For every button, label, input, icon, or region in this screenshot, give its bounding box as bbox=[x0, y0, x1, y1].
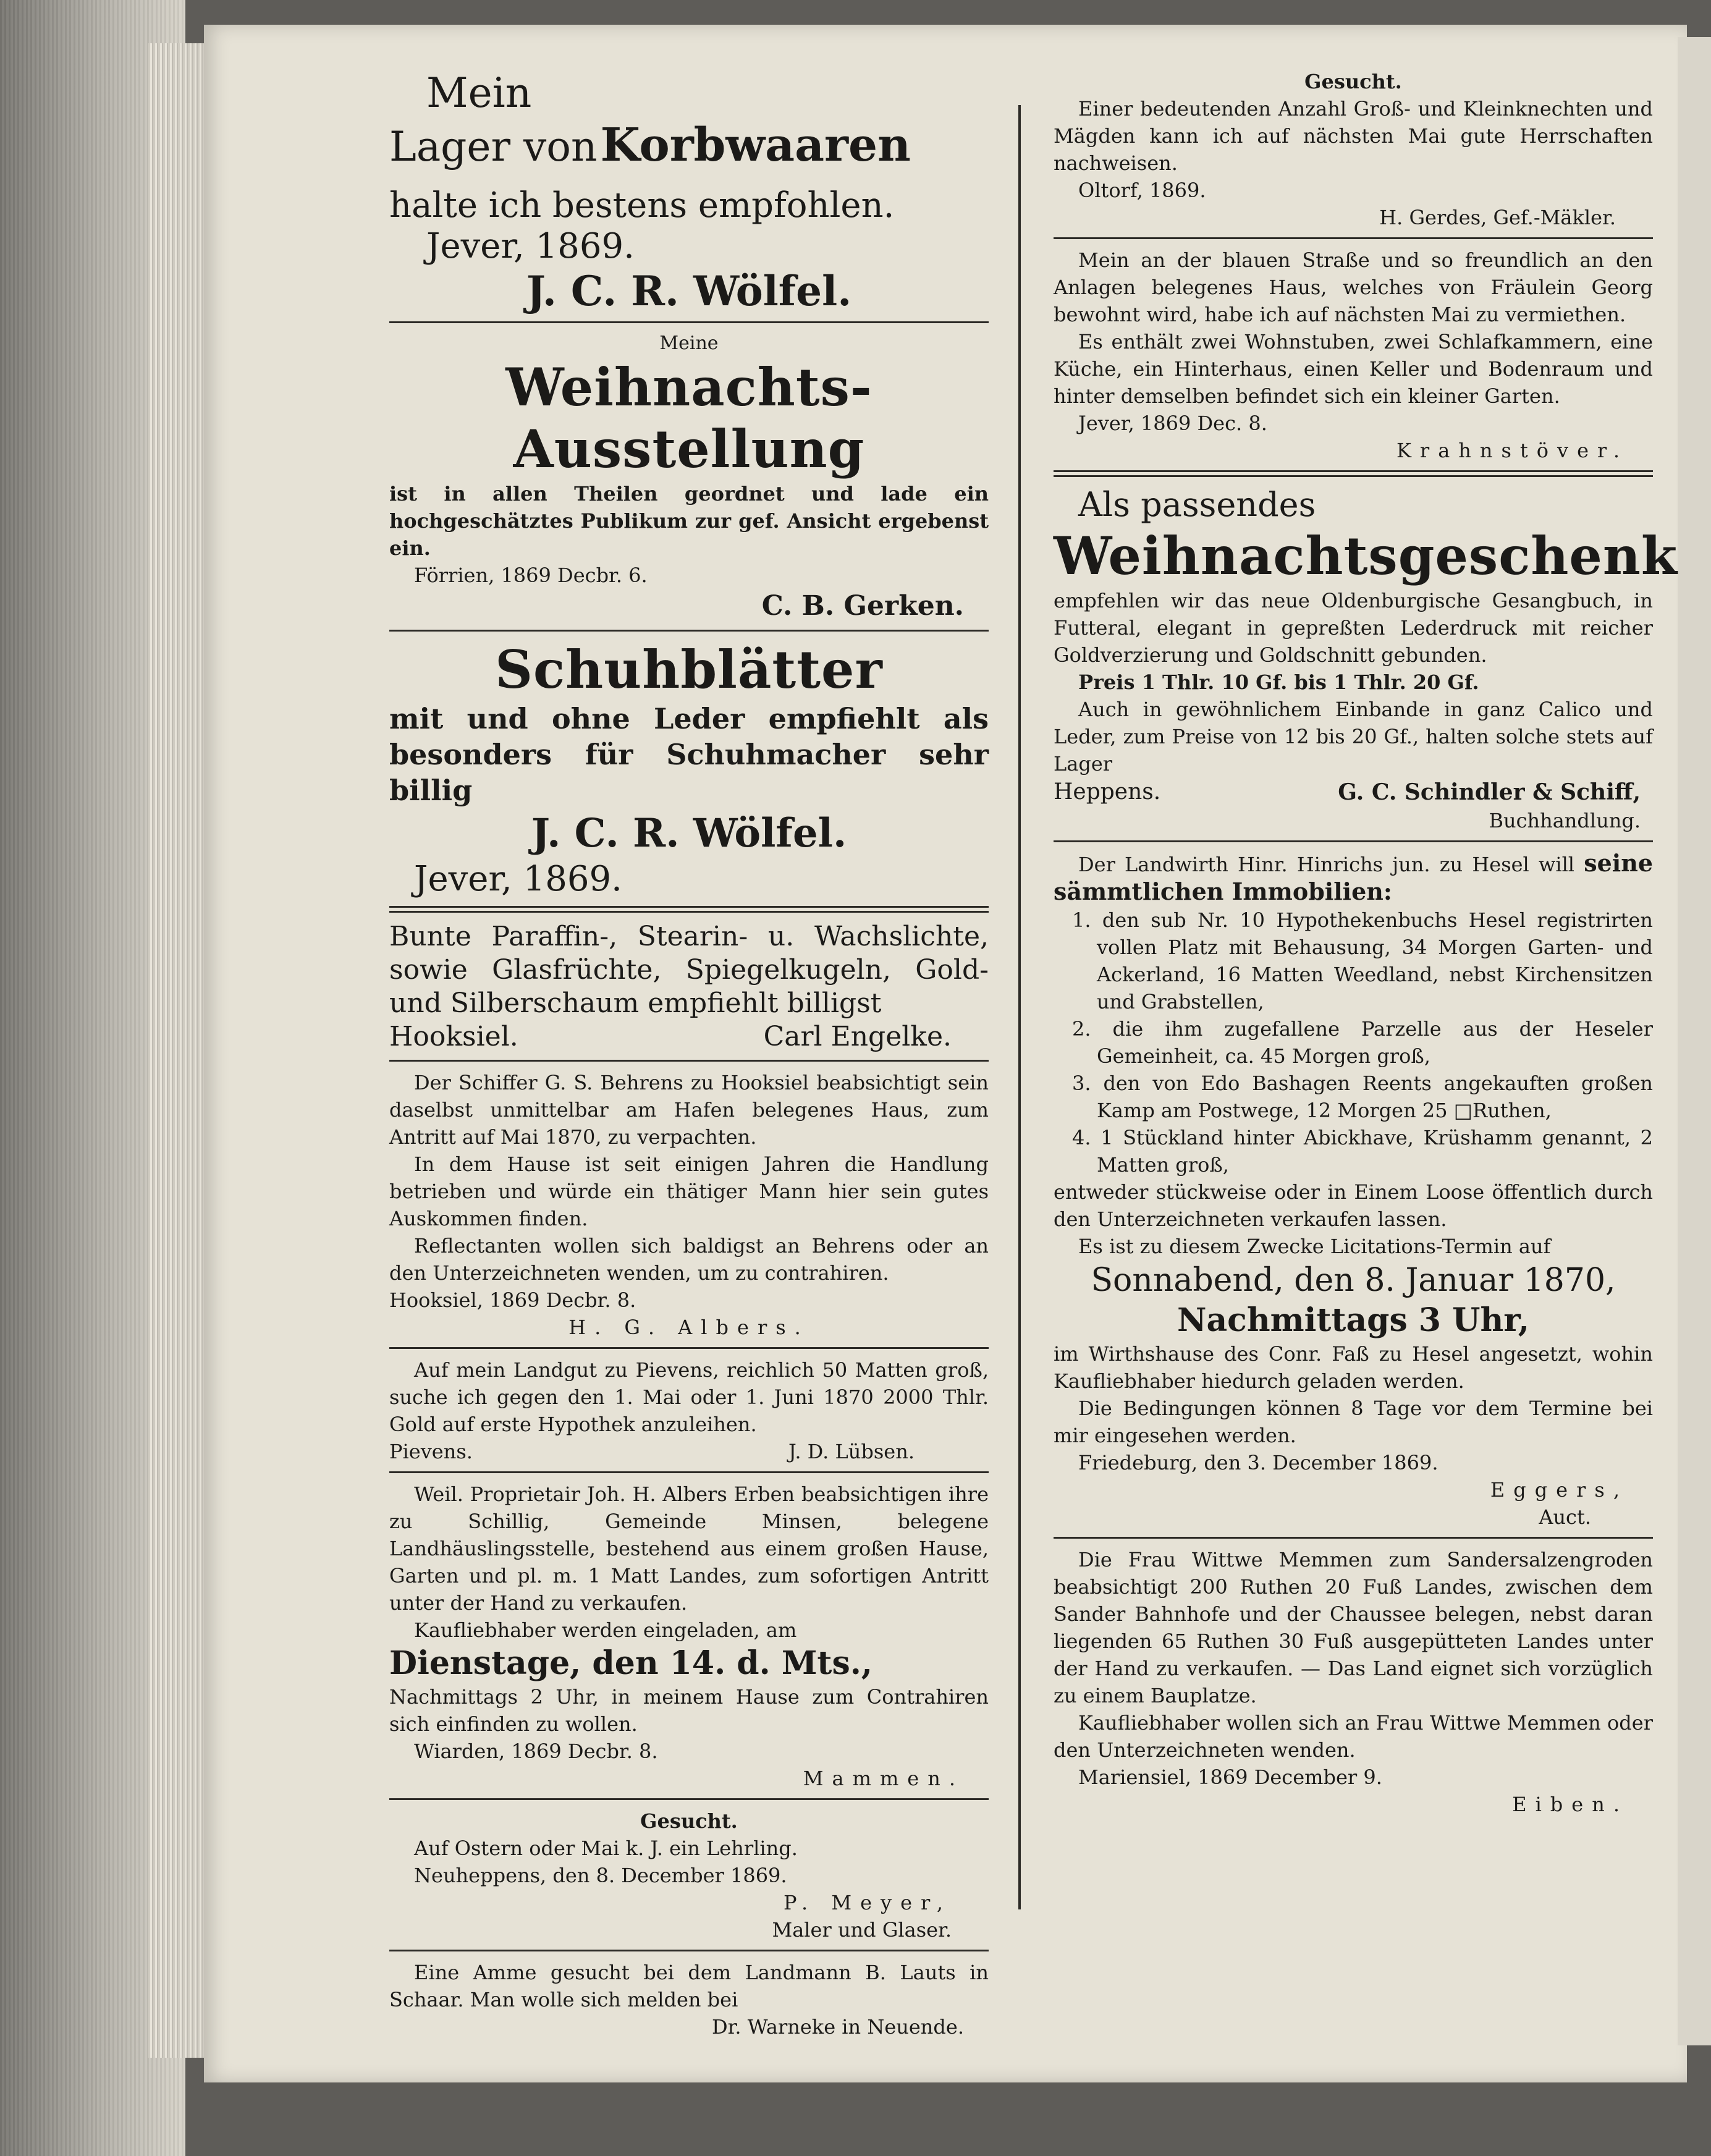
rule bbox=[389, 1347, 989, 1349]
ad-price: Preis 1 Thlr. 10 Gf. bis 1 Thlr. 20 Gf. bbox=[1078, 670, 1479, 694]
ad-paragraph: im Wirthshause des Conr. Faß zu Hesel angesetzt, wohin Kaufliebhaber hiedurch geladen werden. bbox=[1054, 1342, 1653, 1393]
ad-time: Nachmittags 3 Uhr, bbox=[1177, 1301, 1530, 1339]
ad-haus-vermiethen bbox=[1054, 247, 1653, 464]
ad-place: Förrien, 1869 Decbr. 6. bbox=[414, 564, 648, 587]
ad-place: Wiarden, 1869 Decbr. 8. bbox=[414, 1740, 658, 1763]
ad-paragraph: In dem Hause ist seit einigen Jahren die Handlung betrieben und würde ein thätiger Mann hier sein gutes Auskommen finden. bbox=[389, 1152, 989, 1230]
ad-place: Friedeburg, den 3. December 1869. bbox=[1078, 1451, 1439, 1474]
ad-headline bbox=[389, 119, 989, 185]
ad-line: halte ich bestens empfohlen. bbox=[389, 185, 895, 226]
ad-place: Mariensiel, 1869 December 9. bbox=[1078, 1765, 1382, 1789]
ad-amme bbox=[389, 1959, 989, 2040]
ad-landgut bbox=[389, 1356, 989, 1465]
ad-place: Jever, 1869. bbox=[426, 226, 635, 266]
list-item: 2. die ihm zugefallene Parzelle aus der Heseler Gemeinheit, ca. 45 Morgen groß, bbox=[1072, 1017, 1653, 1068]
ad-footer bbox=[389, 1438, 989, 1465]
ad-title: Gesucht. bbox=[640, 1809, 738, 1833]
ad-signature: J. C. R. Wölfel. bbox=[526, 267, 852, 315]
ad-title: Gesucht. bbox=[1304, 70, 1402, 93]
rule bbox=[389, 1060, 989, 1062]
facing-page-edge bbox=[1678, 37, 1711, 2045]
ad-signature: C. B. Gerken. bbox=[761, 590, 964, 622]
ad-line: Mein bbox=[426, 69, 532, 117]
ad-signature-title: Buchhandlung. bbox=[1489, 809, 1641, 832]
column-divider bbox=[1018, 105, 1021, 1909]
list-item: 1. den sub Nr. 10 Hypothekenbuchs Hesel registrirten vollen Platz mit Behausung, 34 Morgen Garten- und Ackerland, 16 Matten Weedland, nebst Kirchensitzen und Grabstellen, bbox=[1072, 908, 1653, 1013]
ad-paragraph: Die Frau Wittwe Memmen zum Sandersalzengroden beabsichtigt 200 Ruthen 20 Fuß Landes, zwischen dem Sander Bahnhofe und der Chaussee belegen, nebst daran liegenden 65 Ruthen 30 Fuß ausgepütteten Landes unter der Hand zu verkaufen. — Das Land eignet sich vorzüglich zu einem Bauplatze. bbox=[1054, 1548, 1653, 1707]
rule bbox=[389, 1950, 989, 1951]
ad-pre: Meine bbox=[659, 332, 719, 354]
ad-place: Pievens. bbox=[389, 1440, 473, 1463]
ad-bunte-lichte bbox=[389, 920, 989, 1054]
ad-signature-title: Auct. bbox=[1539, 1505, 1591, 1529]
ad-headline-bold: Korbwaaren bbox=[600, 119, 911, 172]
ad-signature-title: Maler und Glaser. bbox=[772, 1918, 952, 1942]
rule bbox=[389, 1471, 989, 1473]
ad-schuhblaetter bbox=[389, 639, 989, 900]
ad-signature: Carl Engelke. bbox=[763, 1021, 952, 1052]
ad-paragraph: Nachmittags 2 Uhr, in meinem Hause zum Contrahiren sich einfinden zu wollen. bbox=[389, 1685, 989, 1736]
list-item: 4. 1 Stückland hinter Abickhave, Krüshamm genannt, 2 Matten groß, bbox=[1072, 1126, 1653, 1177]
ad-paragraph: Kaufliebhaber wollen sich an Frau Wittwe Memmen oder den Unterzeichneten wenden. bbox=[1054, 1711, 1653, 1762]
ad-signature: Mammen. bbox=[803, 1767, 964, 1790]
rule bbox=[389, 1798, 989, 1800]
ad-weihnachts-ausstellung bbox=[389, 331, 989, 624]
ad-text: Der Landwirth Hinr. Hinrichs jun. zu Hesel will bbox=[1078, 853, 1575, 876]
rule bbox=[1054, 1537, 1653, 1539]
ad-signature: G. C. Schindler & Schiff, bbox=[1338, 779, 1641, 805]
ad-footer bbox=[1054, 777, 1653, 807]
ad-footer bbox=[389, 1020, 989, 1054]
list-item: 3. den von Edo Bashagen Reents angekauften großen Kamp am Postwege, 12 Morgen 25 □Ruthen, bbox=[1072, 1072, 1653, 1122]
ad-signature: P. Meyer, bbox=[783, 1891, 952, 1914]
ad-signature: Eggers, bbox=[1490, 1478, 1628, 1502]
ad-hinrichs-immobilien bbox=[1054, 850, 1653, 1531]
ad-title: Weihnachtsgeschenk bbox=[1054, 525, 1678, 586]
ad-title: Schuhblätter bbox=[495, 639, 883, 700]
ad-place: Hooksiel. bbox=[389, 1021, 518, 1052]
ad-place: Neuheppens, den 8. December 1869. bbox=[414, 1864, 787, 1887]
ad-place: Heppens. bbox=[1054, 779, 1161, 805]
ad-paragraph: Einer bedeutenden Anzahl Groß- und Kleinknechten und Mägden kann ich auf nächsten Mai gute Herrschaften nachweisen. bbox=[1054, 97, 1653, 175]
rule bbox=[1054, 237, 1653, 239]
rule bbox=[1054, 840, 1653, 842]
ad-body: Bunte Paraffin-, Stearin- u. Wachslichte, sowie Glasfrüchte, Spiegelkugeln, Gold- und Silberschaum empfiehlt billigst bbox=[389, 921, 989, 1019]
ad-signature: Eiben. bbox=[1512, 1793, 1628, 1816]
ad-headline-text: Lager von bbox=[389, 123, 598, 171]
ad-paragraph: Die Bedingungen können 8 Tage vor dem Termine bei mir eingesehen werden. bbox=[1054, 1397, 1653, 1447]
ad-paragraph: Mein an der blauen Straße und so freundlich an den Anlagen belegenes Haus, welches von Fräulein Georg bewohnt wird, habe ich auf nächsten Mai zu vermiethen. bbox=[1054, 248, 1653, 326]
ad-title: Weihnachts-Ausstellung bbox=[505, 357, 872, 480]
ad-paragraph: entweder stückweise oder in Einem Loose öffentlich durch den Unterzeichneten verkaufen lassen. bbox=[1054, 1180, 1653, 1231]
ad-gesucht-knechte bbox=[1054, 68, 1653, 231]
ad-date: Sonnabend, den 8. Januar 1870, bbox=[1091, 1262, 1616, 1299]
property-list bbox=[1054, 907, 1653, 1178]
ad-place: Jever, 1869 Dec. 8. bbox=[1078, 412, 1267, 435]
ad-gesucht-lehrling bbox=[389, 1807, 989, 1943]
double-rule bbox=[1054, 470, 1653, 477]
ad-paragraph: Kaufliebhaber werden eingeladen, am bbox=[414, 1618, 797, 1642]
ad-paragraph: Weil. Proprietair Joh. H. Albers Erben beabsichtigen ihre zu Schillig, Gemeinde Minsen, belegene Landhäuslingsstelle, bestehend aus einem großen Hause, Garten und pl. m. 1 Matt Landes, zum sofortigen Antritt unter der Hand zu verkaufen. bbox=[389, 1482, 989, 1615]
ad-paragraph: Der Schiffer G. S. Behrens zu Hooksiel beabsichtigt sein daselbst unmittelbar am Hafen belegenes Haus, zum Antritt auf Mai 1870, zu verpachten. bbox=[389, 1071, 989, 1149]
ad-text-bold: seine sämmtlichen Immobilien: bbox=[1054, 849, 1654, 905]
ad-paragraph: Auch in gewöhnlichem Einbande in ganz Calico und Leder, zum Preise von 12 bis 20 Gf., halten solche stets auf Lager bbox=[1054, 698, 1653, 776]
ad-paragraph: empfehlen wir das neue Oldenburgische Gesangbuch, in Futteral, elegant in gepreßten Lederdruck mit reicher Goldverzierung und Goldschnitt gebunden. bbox=[1054, 589, 1653, 667]
left-column bbox=[389, 68, 989, 2040]
ad-korbwaaren bbox=[389, 68, 989, 315]
ad-paragraph: Auf mein Landgut zu Pievens, reichlich 50 Matten groß, suche ich gegen den 1. Mai oder 1. Juni 1870 2000 Thlr. Gold auf erste Hypothek anzuleihen. bbox=[389, 1358, 989, 1436]
ad-signature: Krahnstöver. bbox=[1396, 439, 1628, 462]
double-rule bbox=[389, 906, 989, 913]
rule bbox=[389, 630, 989, 632]
rule bbox=[389, 321, 989, 323]
ad-date: Dienstage, den 14. d. Mts., bbox=[389, 1644, 872, 1682]
ad-paragraph: Auf Ostern oder Mai k. J. ein Lehrling. bbox=[414, 1837, 798, 1860]
ad-body: mit und ohne Leder empfiehlt als besonders für Schuhmacher sehr billig bbox=[389, 702, 989, 807]
ad-paragraph: Es ist zu diesem Zwecke Licitations-Termin auf bbox=[1078, 1235, 1551, 1258]
ad-weihnachtsgeschenk bbox=[1054, 484, 1678, 834]
ad-place: Hooksiel, 1869 Decbr. 8. bbox=[389, 1288, 636, 1312]
ad-signature: J. D. Lübsen. bbox=[788, 1440, 915, 1463]
ad-pre: Als passendes bbox=[1078, 485, 1316, 524]
ad-place: Oltorf, 1869. bbox=[1078, 179, 1206, 202]
ad-body: ist in allen Theilen geordnet und lade ein hochgeschätztes Publikum zur gef. Ansicht ergebenst ein. bbox=[389, 482, 989, 560]
ad-albers-erben bbox=[389, 1481, 989, 1792]
ad-paragraph bbox=[1054, 850, 1653, 907]
ad-paragraph: Es enthält zwei Wohnstuben, zwei Schlafkammern, eine Küche, ein Hinterhaus, einen Keller und Bodenraum und hinter demselben befindet sich ein kleiner Garten. bbox=[1054, 330, 1653, 408]
ad-signature: H. Gerdes, Gef.-Mäkler. bbox=[1379, 206, 1616, 229]
ad-signature: H. G. Albers. bbox=[568, 1316, 809, 1339]
ad-place: Jever, 1869. bbox=[414, 859, 622, 899]
ad-memmen bbox=[1054, 1546, 1653, 1818]
ad-signature: J. C. R. Wölfel. bbox=[531, 810, 847, 856]
ad-paragraph: Reflectanten wollen sich baldigst an Behrens oder an den Unterzeichneten wenden, um zu contrahiren. bbox=[389, 1234, 989, 1285]
right-column bbox=[1054, 68, 1678, 1818]
ad-paragraph: Eine Amme gesucht bei dem Landmann B. Lauts in Schaar. Man wolle sich melden bei bbox=[389, 1961, 989, 2011]
ad-behrens bbox=[389, 1069, 989, 1341]
ad-signature: Dr. Warneke in Neuende. bbox=[711, 2015, 964, 2039]
